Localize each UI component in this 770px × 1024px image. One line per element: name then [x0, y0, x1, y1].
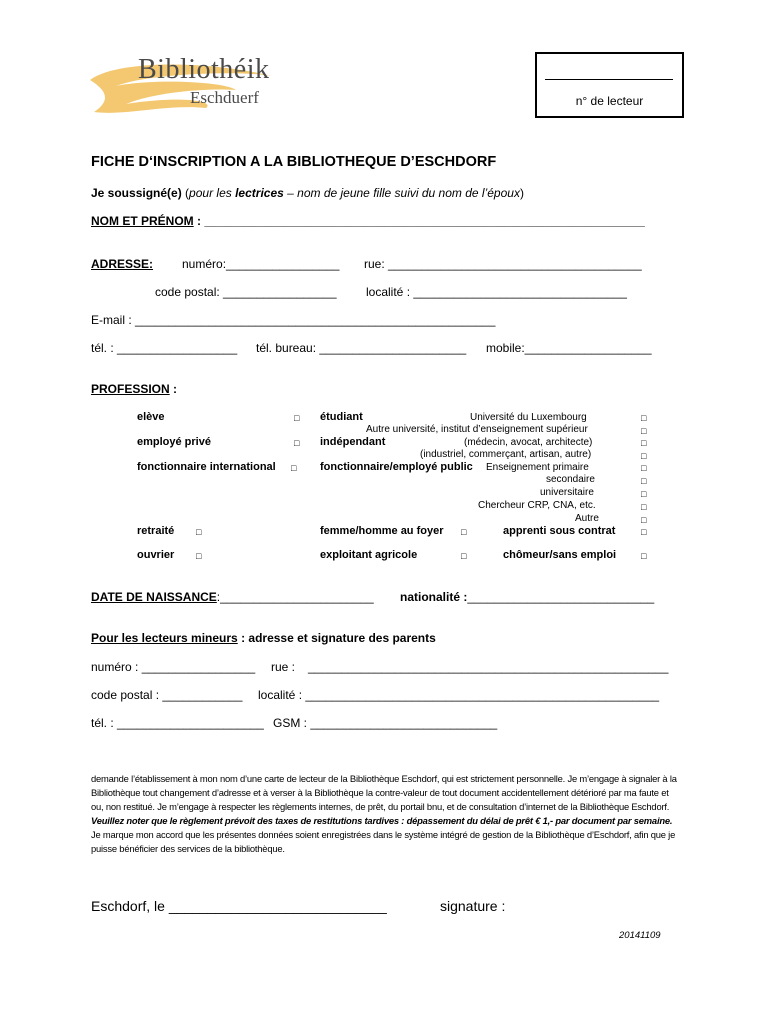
checkbox-universitaire[interactable]: □ — [641, 489, 647, 499]
address-rue-field[interactable]: rue: ______________________________________ — [364, 257, 642, 271]
address-label: ADRESSE: — [91, 257, 154, 271]
checkbox-autre[interactable]: □ — [641, 515, 647, 525]
option-medecin-avocat: (médecin, avocat, architecte) — [464, 437, 593, 448]
reader-number-line — [545, 79, 673, 80]
profession-fonctionnaire-public: fonctionnaire/employé public — [320, 461, 473, 473]
nationality-field[interactable]: nationalité :____________________________ — [400, 590, 655, 604]
nationality-label: nationalité : — [400, 590, 468, 604]
intro-lectrices: lectrices — [235, 186, 284, 200]
checkbox-apprenti[interactable]: □ — [641, 527, 647, 537]
intro-lead: Je soussigné(e) — [91, 186, 182, 200]
minor-rue-label: rue : — [271, 660, 296, 674]
data-consent-text: Je marque mon accord que les présentes données soient enregistrées dans le système intégré de gestion de la Bibliothèque d’Eschdorf, afin que je puisse bénéficier des services de la bibliothèque. — [91, 829, 676, 854]
minor-locality-field[interactable]: localité : _____________________________________________________ — [258, 688, 660, 702]
reader-number-label: n° de lecteur — [575, 94, 644, 108]
logo-title: Bibliothéik — [138, 54, 270, 85]
profession-independant: indépendant — [320, 436, 386, 448]
option-autre: Autre — [575, 513, 599, 524]
profession-etudiant: étudiant — [320, 411, 363, 423]
name-line: __________________________________________________________________ — [204, 214, 645, 228]
checkbox-femme-homme-foyer[interactable]: □ — [461, 527, 467, 537]
minor-phone-field[interactable]: tél. : ______________________ — [91, 716, 264, 730]
minor-numero-field[interactable]: numéro : _________________ — [91, 660, 256, 674]
option-secondaire: secondaire — [546, 474, 595, 485]
minors-heading: Pour les lecteurs mineurs : adresse et signature des parents — [91, 631, 436, 645]
mobile-field[interactable]: mobile:___________________ — [486, 341, 652, 355]
minor-gsm-field[interactable]: GSM : ____________________________ — [273, 716, 498, 730]
library-logo — [86, 50, 286, 120]
profession-exploitant-agricole: exploitant agricole — [320, 549, 418, 561]
name-field[interactable]: NOM ET PRÉNOM : __________________________________________________________________ — [91, 214, 645, 228]
checkbox-medecin-avocat[interactable]: □ — [641, 438, 647, 448]
terms-notice — [91, 772, 681, 856]
logo-subtitle: Eschduerf — [190, 88, 259, 107]
checkbox-eleve[interactable]: □ — [294, 413, 300, 423]
profession-ouvrier: ouvrier — [137, 549, 175, 561]
checkbox-industriel-commercant[interactable]: □ — [641, 451, 647, 461]
option-chercheur: Chercheur CRP, CNA, etc. — [478, 500, 596, 511]
birth-date-field[interactable]: DATE DE NAISSANCE:_______________________ — [91, 590, 374, 604]
address-postal-code-field[interactable]: code postal: _________________ — [155, 285, 337, 299]
profession-heading: PROFESSION : — [91, 382, 178, 396]
checkbox-autre-universite[interactable]: □ — [641, 426, 647, 436]
checkbox-employe-prive[interactable]: □ — [294, 438, 300, 448]
name-label: NOM ET PRÉNOM — [91, 214, 194, 228]
signature-place-date-field[interactable]: Eschdorf, le ____________________________ — [91, 898, 387, 914]
checkbox-universite-luxembourg[interactable]: □ — [641, 413, 647, 423]
option-universitaire: universitaire — [540, 487, 594, 498]
option-autre-universite: Autre université, institut d’enseignement supérieur — [366, 424, 588, 435]
address-locality-field[interactable]: localité : ________________________________ — [366, 285, 627, 299]
checkbox-chomeur[interactable]: □ — [641, 551, 647, 561]
profession-fonctionnaire-international: fonctionnaire international — [137, 461, 276, 473]
email-field[interactable]: E-mail : ______________________________________________________ — [91, 313, 496, 327]
signature-label: signature : — [440, 898, 506, 914]
checkbox-exploitant-agricole[interactable]: □ — [461, 551, 467, 561]
office-phone-field[interactable]: tél. bureau: ______________________ — [256, 341, 467, 355]
late-fee-notice: Veuillez noter que le règlement prévoit des taxes de restitutions tardives : dépassement du délai de prêt € 1,- par document par semaine. — [91, 815, 673, 826]
minor-rue-field[interactable]: ______________________________________________________ — [308, 660, 669, 674]
intro-line: Je soussigné(e) (pour les lectrices – nom de jeune fille suivi du nom de l’époux) — [91, 186, 524, 200]
profession-retraite: retraité — [137, 525, 175, 537]
phone-field[interactable]: tél. : __________________ — [91, 341, 238, 355]
option-universite-luxembourg: Université du Luxembourg — [470, 412, 587, 423]
profession-chomeur: chômeur/sans emploi — [503, 549, 617, 561]
document-code: 20141109 — [619, 930, 661, 941]
address-numero-field[interactable]: numéro:_________________ — [182, 257, 340, 271]
minor-postal-code-field[interactable]: code postal : ____________ — [91, 688, 243, 702]
birth-date-label: DATE DE NAISSANCE — [91, 590, 217, 604]
checkbox-secondaire[interactable]: □ — [641, 476, 647, 486]
profession-femme-homme-foyer: femme/homme au foyer — [320, 525, 444, 537]
option-enseignement-primaire: Enseignement primaire — [486, 462, 589, 473]
terms-text: demande l’établissement à mon nom d’une carte de lecteur de la Bibliothèque Eschdorf, qui est strictement personnelle. Je m’engage à signaler à la Bibliothèque tout changement d’adresse et à verser à la Bibliothèque la contre-valeur de tout document accidentellement détérioré par ma faute et ou, non restitué. Je m’engage à respecter les règlements internes, de prêt, du portail bnu, et de consultation d’internet de la Bibliothèque Eschdorf. — [91, 773, 677, 812]
form-title: FICHE D‘INSCRIPTION A LA BIBLIOTHEQUE D’ESCHDORF — [91, 154, 497, 170]
profession-eleve: elève — [137, 411, 165, 423]
checkbox-enseignement-primaire[interactable]: □ — [641, 463, 647, 473]
profession-employe-prive: employé privé — [137, 436, 211, 448]
option-industriel-commercant: (industriel, commerçant, artisan, autre) — [420, 449, 592, 460]
reader-number-box[interactable] — [535, 52, 684, 118]
checkbox-fonctionnaire-international[interactable]: □ — [291, 463, 297, 473]
checkbox-ouvrier[interactable]: □ — [196, 551, 202, 561]
checkbox-chercheur[interactable]: □ — [641, 502, 647, 512]
checkbox-retraite[interactable]: □ — [196, 527, 202, 537]
profession-apprenti: apprenti sous contrat — [503, 525, 616, 537]
